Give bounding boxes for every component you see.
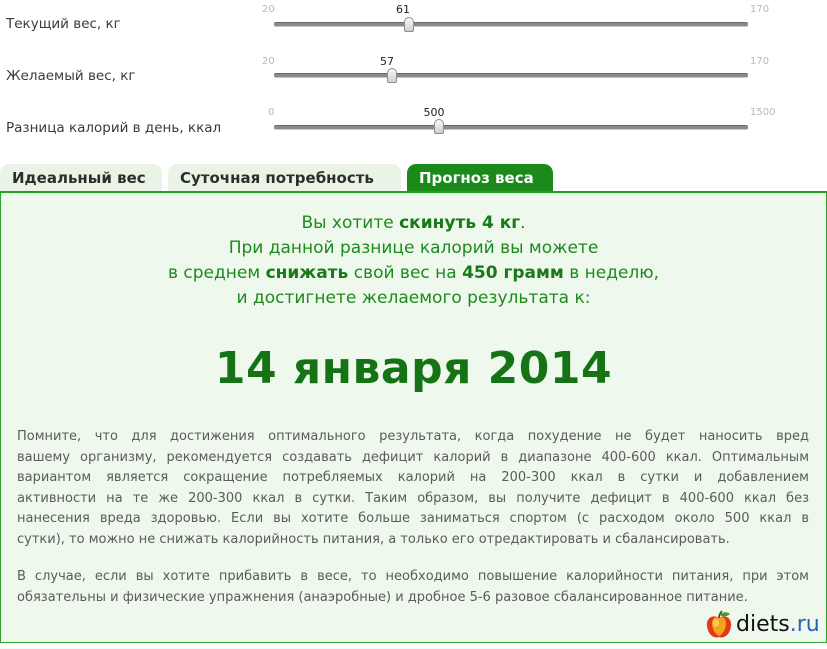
slider-max: 170 <box>750 4 770 15</box>
forecast-line-2: При данной разнице калорий вы можете <box>228 238 599 258</box>
forecast-text: свой вес на <box>348 263 463 283</box>
advice-line: вашему организму, рекомендуется создавать дефицит калорий в диапазоне 400-600 ккал. Оптимальным <box>17 449 809 465</box>
forecast-line-3 <box>1 261 826 286</box>
slider-min: 0 <box>268 107 275 118</box>
apple-icon <box>704 610 734 640</box>
slider-current-weight <box>0 0 827 50</box>
advice-line: активности на те же 200-300 ккал в сутки. Таким образом, вы получите дефицит в 400-600 ккал без <box>17 490 809 506</box>
forecast-line-1 <box>1 211 826 236</box>
advice-line: Помните, что для достижения оптимального результата, когда похудение не будет наносить вред <box>17 429 809 444</box>
forecast-verb: снижать <box>265 263 349 283</box>
forecast-text: Вы хотите <box>301 213 400 233</box>
slider-handle[interactable] <box>404 17 414 32</box>
advice-paragraph-1 <box>17 427 809 550</box>
slider-min: 20 <box>262 56 275 67</box>
slider-track[interactable] <box>274 73 748 78</box>
watermark-text <box>736 612 820 637</box>
slider-label: Текущий вес, кг <box>6 16 121 32</box>
advice-line: нанесения вреда здоровью. Если вы хотите больше заниматься спортом (с расходом около 500 ккал в <box>17 511 809 526</box>
forecast-text: в среднем <box>167 263 266 283</box>
forecast-rate: 450 грамм <box>462 263 564 283</box>
slider-label: Желаемый вес, кг <box>6 68 136 84</box>
slider-value: 500 <box>423 106 445 119</box>
slider-handle[interactable] <box>387 68 397 83</box>
slider-label: Разница калорий в день, ккал <box>6 120 222 136</box>
forecast-line-4: и достигнете желаемого результата к: <box>236 288 591 308</box>
forecast-panel <box>0 193 827 643</box>
diets-ru-watermark <box>704 608 822 642</box>
tab-weight-forecast[interactable]: Прогноз веса <box>407 164 553 192</box>
slider-min: 20 <box>262 4 275 15</box>
slider-value: 61 <box>396 3 410 16</box>
slider-value: 57 <box>380 55 394 68</box>
slider-max: 1500 <box>750 107 776 118</box>
slider-max: 170 <box>750 56 770 67</box>
forecast-text: . <box>520 213 526 233</box>
watermark-tld: .ru <box>789 612 820 637</box>
slider-desired-weight <box>0 50 827 100</box>
advice-paragraph-2 <box>17 567 809 608</box>
advice-line: вариантом является сокращение потребляемых калорий на 200-300 ккал в сутки и добавлением <box>17 470 809 485</box>
advice-line: В случае, если вы хотите прибавить в весе, то необходимо повышение калорийности питания, при этом <box>17 569 809 584</box>
watermark-name: diets <box>736 612 790 637</box>
advice-line: обязательны и физические упражнения (анаэробные) и дробное 5-6 разовое сбалансированное питание. <box>17 589 748 605</box>
advice-line: сутки), то можно не снижать калорийность питания, а только его отредактировать и сбалансировать. <box>17 531 730 547</box>
slider-track[interactable] <box>274 125 748 130</box>
tab-daily-needs[interactable]: Суточная потребность <box>168 164 401 192</box>
slider-calorie-difference <box>0 100 827 150</box>
slider-handle[interactable] <box>434 119 444 134</box>
forecast-goal: скинуть 4 кг <box>399 213 521 233</box>
tab-bar <box>0 164 827 192</box>
slider-track[interactable] <box>274 22 748 27</box>
forecast-text: в неделю, <box>563 263 660 283</box>
forecast-date: 14 января 2014 <box>214 343 613 394</box>
tab-ideal-weight[interactable]: Идеальный вес <box>0 164 162 192</box>
